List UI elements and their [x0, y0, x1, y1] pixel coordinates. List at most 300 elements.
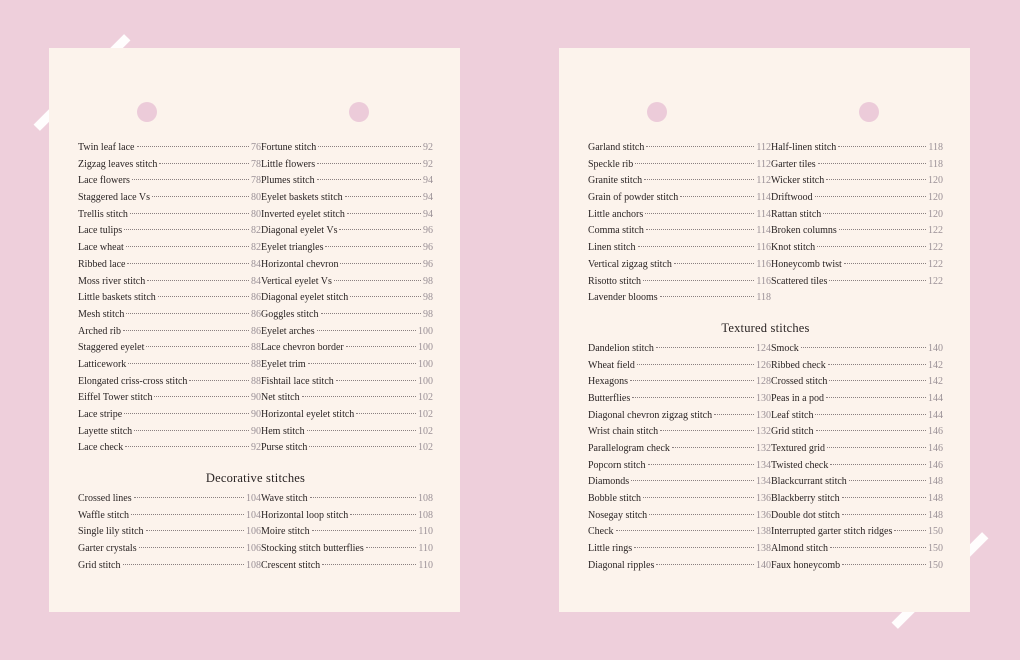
entry-title: Twin leaf lace [78, 142, 135, 153]
contents-entry [588, 393, 771, 410]
contents-entry [78, 359, 261, 376]
contents-column [771, 142, 943, 309]
entry-title: Knot stitch [771, 242, 816, 254]
dot-leader [817, 246, 926, 247]
dot-leader [645, 213, 754, 214]
binder-hole [647, 102, 667, 122]
entry-title: Waffle stitch [78, 509, 129, 521]
entry-title: Interrupted garter stitch ridges [771, 526, 893, 538]
dot-leader [634, 547, 754, 548]
page-number: 86 [251, 308, 261, 320]
contents-entry [771, 526, 943, 543]
page-number: 100 [418, 358, 433, 370]
entry-title: Little anchors [588, 208, 644, 220]
entry-title: Diagonal eyelet stitch [261, 292, 349, 304]
contents-entry [261, 225, 433, 242]
entry-title: Plumes stitch [261, 175, 315, 187]
dot-leader [124, 229, 249, 230]
page-number: 92 [251, 442, 261, 454]
contents-entry [261, 442, 433, 459]
dot-leader [317, 179, 421, 180]
page-number: 88 [251, 375, 261, 387]
contents-column [78, 142, 261, 459]
page-number: 106 [246, 526, 261, 538]
contents-entry [771, 259, 943, 276]
page-number: 140 [928, 342, 943, 354]
entry-title: Little flowers [261, 158, 316, 170]
contents-entry [261, 259, 433, 276]
dot-leader [815, 414, 926, 415]
entry-title: Rattan stitch [771, 208, 822, 220]
contents-entry [78, 560, 261, 577]
page-number: 116 [756, 258, 771, 270]
dot-leader [154, 396, 249, 397]
page-number: 100 [418, 325, 433, 337]
page-number: 120 [928, 175, 943, 187]
contents-entry [588, 543, 771, 560]
dot-leader [125, 446, 249, 447]
entry-title: Layette stitch [78, 425, 133, 437]
entry-title: Smock [771, 342, 799, 354]
dot-leader [126, 246, 249, 247]
contents-entry [588, 376, 771, 393]
page-number: 130 [756, 392, 771, 404]
entry-title: Honeycomb twist [771, 258, 842, 270]
entry-title: Elongated criss-cross stitch [78, 375, 188, 387]
dot-leader [347, 213, 421, 214]
entry-title: Dandelion stitch [588, 342, 654, 354]
dot-leader [356, 413, 416, 414]
contents-column [78, 493, 261, 576]
dot-leader [134, 497, 244, 498]
page-number: 138 [756, 543, 771, 555]
dot-leader [346, 346, 416, 347]
entry-title: Lace stripe [78, 409, 123, 420]
page-number: 94 [423, 208, 433, 220]
section-heading: Textured stitches [721, 320, 810, 335]
page-number: 118 [928, 142, 943, 153]
dot-leader [126, 313, 249, 314]
dot-leader [128, 363, 249, 364]
contents-entry [78, 510, 261, 527]
page-number: 132 [756, 426, 771, 438]
contents-entry [261, 175, 433, 192]
page-number: 140 [756, 559, 771, 571]
entry-title: Peas in a pod [771, 392, 825, 404]
contents-entry [261, 242, 433, 259]
page-number: 118 [756, 292, 771, 304]
contents-entry [771, 460, 943, 477]
entry-title: Double dot stitch [771, 509, 840, 521]
contents-entry [261, 309, 433, 326]
dot-leader [660, 296, 755, 297]
dot-leader [340, 263, 421, 264]
page-number: 98 [423, 308, 433, 320]
dot-leader [849, 480, 926, 481]
binder-hole [859, 102, 879, 122]
page-number: 146 [928, 443, 943, 454]
dot-leader [189, 380, 249, 381]
dot-leader [646, 229, 755, 230]
contents-entry [588, 460, 771, 477]
contents-entry [78, 209, 261, 226]
entry-title: Vertical eyelet Vs [261, 275, 332, 287]
page-number: 88 [251, 342, 261, 354]
page-number: 134 [756, 476, 771, 488]
page-number: 106 [246, 543, 261, 555]
entry-title: Wrist chain stitch [588, 426, 659, 438]
entry-title: Ribbed lace [78, 258, 126, 270]
page-number: 150 [928, 526, 943, 538]
binder-hole [137, 102, 157, 122]
dot-leader [842, 497, 926, 498]
contents-column [588, 142, 771, 309]
dot-leader [350, 514, 416, 515]
page-number: 108 [418, 509, 433, 521]
entry-title: Little rings [588, 543, 633, 555]
entry-title: Lavender blooms [588, 292, 658, 304]
dot-leader [321, 313, 422, 314]
dot-leader [308, 363, 416, 364]
contents-entry [78, 442, 261, 459]
page-number: 124 [756, 342, 771, 354]
contents-entry [78, 493, 261, 510]
page-number: 134 [756, 459, 771, 471]
entry-title: Staggered lace Vs [78, 192, 151, 204]
contents-entry [588, 225, 771, 242]
page-number: 80 [251, 192, 261, 204]
page-number: 122 [928, 242, 943, 254]
contents-entry [588, 560, 771, 577]
dot-leader [646, 146, 754, 147]
dot-leader [152, 196, 249, 197]
page-number: 112 [756, 158, 771, 170]
contents-entry [588, 242, 771, 259]
page-number: 146 [928, 459, 943, 471]
contents-entry [78, 426, 261, 443]
contents-entry [588, 142, 771, 159]
page-number: 142 [928, 376, 943, 388]
dot-leader [829, 380, 926, 381]
contents-entry [588, 159, 771, 176]
page-number: 118 [928, 158, 943, 170]
contents-entry [771, 376, 943, 393]
contents-entry [78, 526, 261, 543]
entry-title: Driftwood [771, 192, 813, 204]
contents-entry [771, 476, 943, 493]
page-number: 100 [418, 342, 433, 354]
entry-title: Blackcurrant stitch [771, 476, 847, 488]
contents-entry [261, 192, 433, 209]
page-number: 92 [423, 142, 433, 153]
page-number: 102 [418, 392, 433, 404]
contents-entry [78, 342, 261, 359]
dot-leader [829, 280, 926, 281]
page-number: 76 [251, 142, 261, 153]
dot-leader [146, 530, 244, 531]
dot-leader [842, 564, 926, 565]
contents-entry [771, 393, 943, 410]
contents-entry [261, 142, 433, 159]
entry-title: Half-linen stitch [771, 142, 837, 153]
entry-title: Staggered eyelet [78, 342, 145, 354]
page-number: 94 [423, 175, 433, 187]
page-number: 138 [756, 526, 771, 538]
entry-title: Trellis stitch [78, 208, 128, 220]
contents-entry [771, 276, 943, 293]
dot-leader [838, 146, 926, 147]
entry-title: Linen stitch [588, 242, 636, 254]
contents-entry [771, 493, 943, 510]
entry-title: Arched rib [78, 325, 122, 337]
dot-leader [826, 179, 926, 180]
entry-title: Garter tiles [771, 158, 816, 170]
contents-entry [771, 192, 943, 209]
contents-entry [771, 159, 943, 176]
contents-entry [261, 409, 433, 426]
page-number: 94 [423, 192, 433, 204]
contents-entry [588, 192, 771, 209]
page-number: 80 [251, 208, 261, 220]
dot-leader [714, 414, 754, 415]
page-number: 104 [246, 493, 261, 505]
dot-leader [616, 530, 754, 531]
page-number: 96 [423, 242, 433, 254]
dot-leader [310, 497, 416, 498]
dot-leader [680, 196, 754, 197]
dot-leader [823, 213, 926, 214]
dot-leader [816, 430, 927, 431]
contents-entry [261, 526, 433, 543]
entry-title: Eyelet baskets stitch [261, 192, 343, 204]
page-number: 78 [251, 175, 261, 187]
entry-title: Wave stitch [261, 493, 308, 505]
dot-leader [648, 464, 755, 465]
contents-entry [771, 543, 943, 560]
entry-title: Little baskets stitch [78, 292, 156, 304]
page-number: 100 [418, 375, 433, 387]
entry-title: Comma stitch [588, 225, 644, 237]
entry-title: Nosegay stitch [588, 509, 648, 521]
page-number: 142 [928, 359, 943, 371]
entry-title: Lace chevron border [261, 342, 344, 354]
page-number: 90 [251, 392, 261, 404]
dot-leader [130, 213, 249, 214]
entry-title: Crescent stitch [261, 559, 321, 571]
page-number: 104 [246, 509, 261, 521]
contents-entry [771, 510, 943, 527]
page-number: 128 [756, 376, 771, 388]
entry-title: Horizontal loop stitch [261, 509, 349, 521]
contents-entry [771, 360, 943, 377]
page-number: 122 [928, 275, 943, 287]
contents-entry [771, 410, 943, 427]
page-number: 130 [756, 409, 771, 421]
page-number: 150 [928, 559, 943, 571]
dot-leader [322, 564, 416, 565]
contents-entry [771, 242, 943, 259]
entry-title: Diagonal eyelet Vs [261, 225, 338, 237]
page-number: 110 [418, 559, 433, 571]
page-number: 110 [418, 526, 433, 538]
dot-leader [309, 446, 416, 447]
dot-leader [630, 380, 754, 381]
entry-title: Net stitch [261, 392, 300, 404]
contents-entry [261, 560, 433, 577]
entry-title: Popcorn stitch [588, 459, 646, 471]
dot-leader [312, 530, 417, 531]
entry-title: Latticework [78, 358, 127, 370]
contents-entry [261, 326, 433, 343]
contents-entry [588, 343, 771, 360]
entry-title: Check [588, 526, 614, 538]
dot-leader [123, 330, 249, 331]
entry-title: Lace wheat [78, 242, 124, 254]
page-number: 114 [756, 208, 771, 220]
right-page-contents [588, 142, 943, 577]
contents-column [261, 142, 433, 459]
entry-title: Blackberry stitch [771, 493, 840, 505]
contents-entry [78, 242, 261, 259]
contents-entry [78, 326, 261, 343]
dot-leader [325, 246, 421, 247]
entry-title: Garland stitch [588, 142, 645, 153]
page-number: 144 [928, 392, 943, 404]
contents-entry [588, 360, 771, 377]
entry-title: Faux honeycomb [771, 559, 841, 571]
page-number: 144 [928, 409, 943, 421]
contents-entry [261, 392, 433, 409]
entry-title: Eiffel Tower stitch [78, 392, 153, 404]
contents-entry [588, 410, 771, 427]
entry-title: Hexagons [588, 376, 628, 388]
contents-entry [588, 443, 771, 460]
entry-title: Purse stitch [261, 442, 308, 454]
dot-leader [124, 413, 249, 414]
binder-hole [349, 102, 369, 122]
page-number: 136 [756, 493, 771, 505]
entry-title: Moire stitch [261, 526, 310, 538]
dot-leader [334, 280, 421, 281]
entry-title: Scattered tiles [771, 275, 828, 287]
contents-entry [771, 560, 943, 577]
page-number: 148 [928, 509, 943, 521]
right-page [559, 48, 970, 612]
contents-entry [588, 259, 771, 276]
dot-leader [656, 347, 754, 348]
contents-entry [261, 426, 433, 443]
dot-leader [839, 229, 926, 230]
page-number: 112 [756, 175, 771, 187]
dot-leader [134, 430, 249, 431]
dot-leader [894, 530, 926, 531]
page-number: 86 [251, 325, 261, 337]
page-number: 120 [928, 192, 943, 204]
entry-title: Garter crystals [78, 543, 137, 555]
contents-entry [78, 142, 261, 159]
page-number: 108 [418, 493, 433, 505]
dot-leader [643, 280, 754, 281]
left-page [49, 48, 460, 612]
contents-entry [261, 376, 433, 393]
dot-leader [830, 547, 926, 548]
dot-leader [131, 514, 244, 515]
entry-title: Goggles stitch [261, 308, 319, 320]
dot-leader [643, 497, 754, 498]
contents-entry [588, 476, 771, 493]
dot-leader [317, 163, 421, 164]
page-number: 126 [756, 359, 771, 371]
page-number: 88 [251, 358, 261, 370]
page-number: 98 [423, 275, 433, 287]
contents-column [261, 493, 433, 576]
entry-title: Horizontal eyelet stitch [261, 409, 355, 420]
contents-entry [588, 175, 771, 192]
page-number: 150 [928, 543, 943, 555]
page-number: 90 [251, 425, 261, 437]
page-number: 114 [756, 225, 771, 237]
dot-leader [631, 480, 754, 481]
entry-title: Leaf stitch [771, 409, 814, 421]
contents-entry [261, 209, 433, 226]
entry-title: Hem stitch [261, 425, 305, 437]
page-number: 110 [418, 543, 433, 555]
entry-title: Diagonal chevron zigzag stitch [588, 409, 713, 421]
contents-entry [78, 259, 261, 276]
contents-entry [588, 209, 771, 226]
dot-leader [826, 397, 926, 398]
page-number: 96 [423, 258, 433, 270]
entry-title: Broken columns [771, 225, 837, 237]
contents-entry [78, 159, 261, 176]
dot-leader [635, 163, 754, 164]
contents-entry [771, 225, 943, 242]
page-number: 122 [928, 225, 943, 237]
page-number: 114 [756, 192, 771, 204]
dot-leader [656, 564, 754, 565]
dot-leader [660, 430, 754, 431]
section-heading: Decorative stitches [205, 471, 306, 486]
dot-leader [307, 430, 416, 431]
dot-leader [302, 396, 416, 397]
page-number: 102 [418, 409, 433, 420]
entry-title: Single lily stitch [78, 526, 144, 538]
contents-entry [588, 510, 771, 527]
page-number: 120 [928, 208, 943, 220]
page-number: 82 [251, 225, 261, 237]
page-number: 116 [756, 242, 771, 254]
contents-entry [78, 192, 261, 209]
page-number: 148 [928, 493, 943, 505]
page-number: 78 [251, 158, 261, 170]
contents-entry [588, 426, 771, 443]
entry-title: Horizontal chevron [261, 258, 339, 270]
dot-leader [649, 514, 754, 515]
dot-leader [830, 464, 926, 465]
dot-leader [317, 330, 416, 331]
entry-title: Parallelogram check [588, 443, 670, 454]
contents-entry [78, 175, 261, 192]
page-number: 136 [756, 509, 771, 521]
dot-leader [127, 263, 249, 264]
page-number: 96 [423, 225, 433, 237]
page-number: 102 [418, 442, 433, 454]
entry-title: Wicker stitch [771, 175, 825, 187]
entry-title: Diamonds [588, 476, 630, 488]
page-number: 86 [251, 292, 261, 304]
contents-entry [261, 276, 433, 293]
dot-leader [644, 179, 754, 180]
